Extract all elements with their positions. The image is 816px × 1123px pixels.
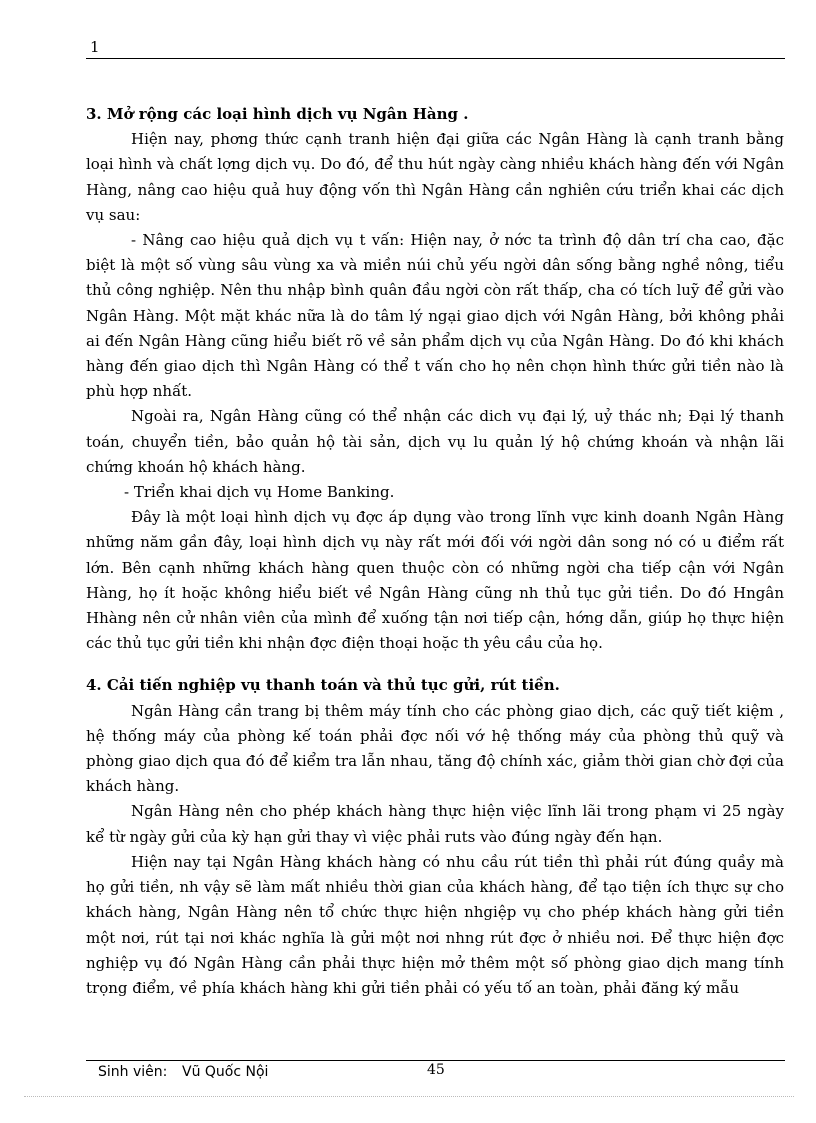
- header-page-marker: 1: [90, 38, 100, 56]
- paragraph: Ngân Hàng cần trang bị thêm máy tính cho các phòng giao dịch, các quỹ tiết kiệm , hệ thống máy của phòng kế toán phải đợc nối vớ hệ thống máy của phòng thủ quỹ và phòng giao dịch qua đó để kiểm tra lẫn nhau, tăng độ chính xác, giảm thời gian chờ đợi của khách hàng.: [86, 701, 784, 796]
- section-4-heading: 4. Cải tiến nghiệp vụ thanh toán và thủ tục gửi, rút tiền.: [86, 676, 560, 695]
- paragraph: - Nâng cao hiệu quả dịch vụ t vấn: Hiện nay, ở nớc ta trình độ dân trí cha cao, đặc biệt là một số vùng sâu vùng xa và miền núi chủ yếu ngời dân sống bằng nghề nông, tiểu thủ công nghiệp. Nên thu nhập bình quân đầu ngời còn rất thấp, cha có tích luỹ để gửi vào Ngân Hàng. Một mặt khác nữa là do tâm lý ngại giao dịch với Ngân Hàng, bởi không phải ai đến Ngân Hàng cũng hiểu biết rõ về sản phẩm dịch vụ của Ngân Hàng. Do đó khi khách hàng đến giao dịch thì Ngân Hàng có thể t vấn cho họ nên chọn hình thức gửi tiền nào là phù hợp nhất.: [86, 231, 784, 401]
- header-rule: [86, 58, 785, 59]
- document-body: [86, 102, 784, 1001]
- paragraph: Ngân Hàng nên cho phép khách hàng thực hiện việc lĩnh lãi trong phạm vi 25 ngày kể từ ngày gửi của kỳ hạn gửi thay vì việc phải ruts vào đúng ngày đến hạn.: [86, 802, 784, 846]
- footer-page-number: 45: [427, 1062, 445, 1078]
- section-3-heading: 3. Mở rộng các loại hình dịch vụ Ngân Hàng .: [86, 105, 469, 123]
- paragraph: Ngoài ra, Ngân Hàng cũng có thể nhận các dich vụ đại lý, uỷ thác nh; Đại lý thanh toán, chuyển tiền, bảo quản hộ tài sản, dịch vụ lu quản lý hộ chứng khoán và nhận lãi chứng khoán hộ khách hàng.: [86, 407, 784, 476]
- page-break-line: [24, 1096, 794, 1097]
- footer-student-name: Vũ Quốc Nội: [182, 1064, 269, 1080]
- paragraph: Đây là một loại hình dịch vụ đợc áp dụng vào trong lĩnh vực kinh doanh Ngân Hàng những năm gần đây, loại hình dịch vụ này rất mới đối với ngời dân song nó có u điểm rất lớn. Bên cạnh những khách hàng quen thuộc còn có những ngời cha tiếp cận với Ngân Hàng, họ ít hoặc không hiểu biết về Ngân Hàng cũng nh thủ tục gửi tiền. Do đó Hngân Hhàng nên cử nhân viên của mình để xuống tận nơi tiếp cận, hớng dẫn, giúp họ thực hiện các thủ tục gửi tiền khi nhận đợc điện thoại hoặc th yêu cầu của họ.: [86, 508, 784, 653]
- footer: [98, 1064, 268, 1080]
- paragraph: Hiện nay, phơng thức cạnh tranh hiện đại giữa các Ngân Hàng là cạnh tranh bằng loại hình và chất lợng dịch vụ. Do đó, để thu hút ngày càng nhiều khách hàng đến với Ngân Hàng, nâng cao hiệu quả huy động vốn thì Ngân Hàng cần nghiên cứu triển khai các dịch vụ sau:: [86, 130, 784, 224]
- footer-student-label: Sinh viên:: [98, 1064, 168, 1080]
- footer-rule: [86, 1060, 785, 1061]
- paragraph: - Triển khai dịch vụ Home Banking.: [124, 483, 395, 502]
- paragraph: Hiện nay tại Ngân Hàng khách hàng có nhu cầu rút tiền thì phải rút đúng quầy mà họ gửi tiền, nh vậy sẽ làm mất nhiều thời gian của khách hàng, để tạo tiện ích thực sự cho khách hàng, Ngân Hàng nên tổ chức thực hiện nhgiệp vụ cho phép khách hàng gửi tiền một nơi, rút tại nơi khác nghĩa là gửi một nơi nhng rút đợc ở nhiều nơi. Để thực hiện đợc nghiệp vụ đó Ngân Hàng cần phải thực hiện mở thêm một số phòng giao dịch mang tính trọng điểm, về phía khách hàng khi gửi tiền phải có yếu tố an toàn, phải đăng ký mẫu: [86, 852, 784, 997]
